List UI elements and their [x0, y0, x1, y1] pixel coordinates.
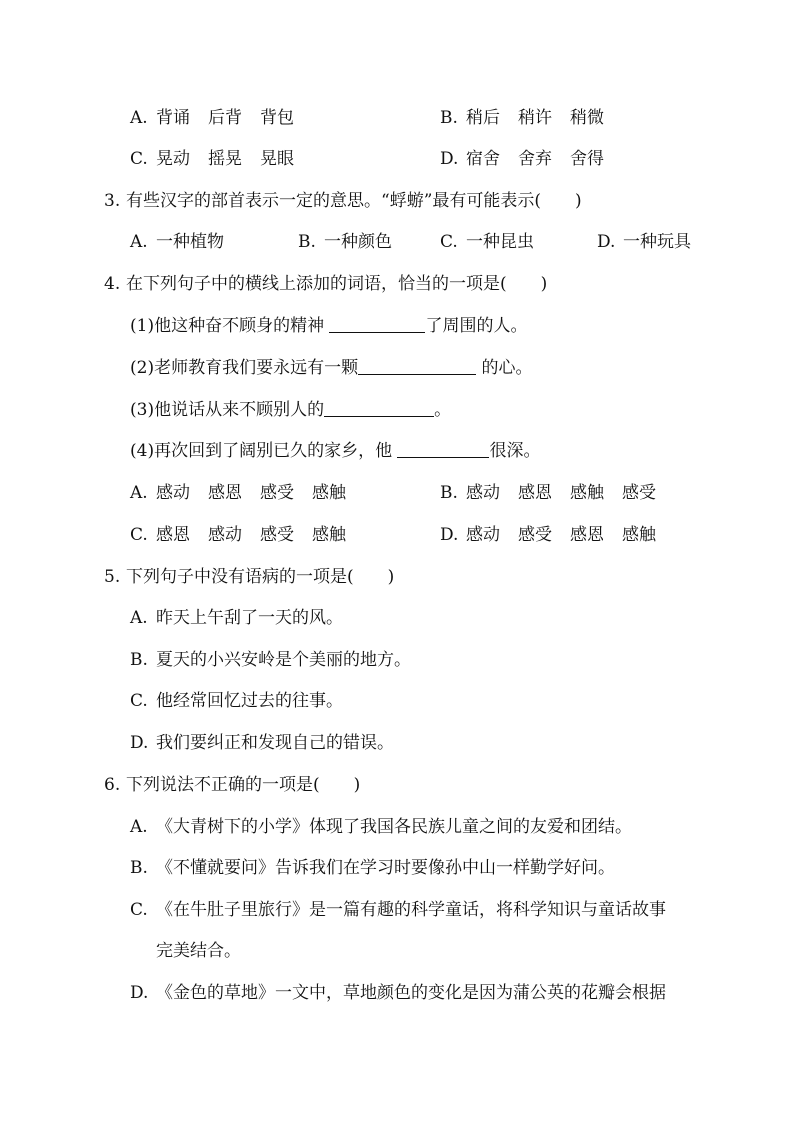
option-text: 一种玩具	[623, 232, 691, 252]
option-text: 一种植物	[156, 232, 224, 252]
option-word: 背诵	[156, 108, 190, 128]
option-word: 感受	[518, 525, 552, 545]
option-word: 感触	[622, 525, 656, 545]
option-letter: D.	[440, 525, 459, 545]
q4-sentence-1	[130, 314, 527, 338]
answer-blank[interactable]	[324, 398, 434, 417]
question-number: 3.	[104, 191, 121, 211]
option-text: 夏天的小兴安岭是个美丽的地方。	[156, 650, 411, 670]
option-text: 一种颜色	[324, 232, 392, 252]
sentence-text: (2)老师教育我们要永远有一颗	[130, 358, 359, 378]
option-text: 《金色的草地》一文中，草地颜色的变化是因为蒲公英的花瓣会根据	[156, 983, 666, 1003]
q2-option-c[interactable]	[130, 147, 312, 171]
option-letter: B.	[130, 650, 148, 670]
q4-option-c[interactable]	[130, 523, 364, 547]
option-word: 晃动	[156, 149, 190, 169]
q3-option-c[interactable]	[440, 230, 534, 254]
option-word: 后背	[208, 108, 242, 128]
sentence-text: 很深。	[489, 441, 541, 461]
q3-option-a[interactable]	[130, 230, 224, 254]
q6-stem	[104, 773, 360, 797]
option-text: 他经常回忆过去的往事。	[156, 691, 343, 711]
option-letter: D.	[130, 733, 149, 753]
q6-option-a[interactable]	[130, 815, 632, 839]
q4-option-a[interactable]	[130, 481, 364, 505]
option-word: 感动	[466, 525, 500, 545]
option-letter: A.	[130, 608, 148, 628]
question-number: 5.	[104, 567, 121, 587]
option-letter: A.	[130, 108, 148, 128]
answer-blank[interactable]	[397, 439, 489, 458]
sentence-text: 了周围的人。	[425, 316, 528, 336]
option-letter: C.	[130, 525, 148, 545]
option-word: 宿舍	[466, 149, 500, 169]
q2-option-d[interactable]	[440, 147, 622, 171]
question-text: 在下列句子中的横线上添加的词语，恰当的一项是( )	[126, 274, 548, 294]
question-text: 下列说法不正确的一项是( )	[126, 775, 361, 795]
q6-option-d[interactable]	[130, 981, 666, 1005]
option-word: 舍得	[570, 149, 604, 169]
option-letter: C.	[130, 691, 148, 711]
answer-blank[interactable]	[358, 356, 476, 375]
option-word: 感恩	[156, 525, 190, 545]
option-letter: B.	[440, 108, 458, 128]
q2-option-b[interactable]	[440, 106, 622, 130]
option-word: 感动	[156, 483, 190, 503]
q5-stem	[104, 565, 394, 589]
q6-option-b[interactable]	[130, 856, 615, 880]
option-word: 感触	[570, 483, 604, 503]
option-letter: D.	[597, 232, 616, 252]
q5-option-a[interactable]	[130, 606, 343, 630]
q4-sentence-3	[130, 398, 451, 422]
option-word: 舍弃	[518, 149, 552, 169]
option-letter: C.	[440, 232, 458, 252]
option-letter: A.	[130, 232, 148, 252]
option-word: 感受	[260, 483, 294, 503]
option-letter: D.	[440, 149, 459, 169]
q4-option-b[interactable]	[440, 481, 674, 505]
option-word: 稍许	[518, 108, 552, 128]
option-text: 一种昆虫	[466, 232, 534, 252]
option-word: 感动	[208, 525, 242, 545]
option-letter: C.	[130, 900, 148, 920]
option-text: 《在牛肚子里旅行》是一篇有趣的科学童话，将科学知识与童话故事	[156, 900, 666, 920]
option-letter: B.	[440, 483, 458, 503]
option-letter: A.	[130, 483, 148, 503]
q6-option-c[interactable]	[130, 898, 666, 922]
q2-option-a[interactable]	[130, 106, 312, 130]
option-word: 感恩	[518, 483, 552, 503]
option-word: 摇晃	[208, 149, 242, 169]
option-text: 我们要纠正和发现自己的错误。	[156, 733, 394, 753]
option-word: 背包	[260, 108, 294, 128]
option-word: 感恩	[208, 483, 242, 503]
sentence-text: 。	[434, 400, 452, 420]
option-text: 完美结合。	[156, 941, 241, 961]
option-text: 《大青树下的小学》体现了我国各民族儿童之间的友爱和团结。	[156, 817, 632, 837]
option-word: 感动	[466, 483, 500, 503]
option-letter: C.	[130, 149, 148, 169]
option-word: 感触	[312, 525, 346, 545]
option-word: 感触	[312, 483, 346, 503]
option-text: 《不懂就要问》告诉我们在学习时要像孙中山一样勤学好问。	[156, 858, 615, 878]
q4-option-d[interactable]	[440, 523, 674, 547]
q4-sentence-4	[130, 439, 540, 463]
question-number: 4.	[104, 274, 121, 294]
option-letter: B.	[298, 232, 316, 252]
option-text: 昨天上午刮了一天的风。	[156, 608, 343, 628]
sentence-text: (4)再次回到了阔别已久的家乡，他	[130, 441, 398, 461]
sentence-text: 的心。	[476, 358, 533, 378]
q5-option-b[interactable]	[130, 648, 411, 672]
question-text: 下列句子中没有语病的一项是( )	[126, 567, 395, 587]
option-word: 晃眼	[260, 149, 294, 169]
question-number: 6.	[104, 775, 121, 795]
question-text: 有些汉字的部首表示一定的意思。“蜉蝣”最有可能表示( )	[126, 191, 582, 211]
q4-stem	[104, 272, 547, 296]
q5-option-c[interactable]	[130, 689, 343, 713]
sentence-text: (1)他这种奋不顾身的精神	[130, 316, 330, 336]
answer-blank[interactable]	[329, 314, 425, 333]
option-word: 感受	[260, 525, 294, 545]
option-letter: A.	[130, 817, 148, 837]
q6-option-c-continued	[156, 939, 241, 963]
q3-option-b[interactable]	[298, 230, 392, 254]
option-word: 稍微	[570, 108, 604, 128]
q3-stem	[104, 189, 582, 213]
option-word: 稍后	[466, 108, 500, 128]
option-letter: B.	[130, 858, 148, 878]
q4-sentence-2	[130, 356, 533, 380]
q3-option-d[interactable]	[597, 230, 691, 254]
option-letter: D.	[130, 983, 149, 1003]
option-word: 感受	[622, 483, 656, 503]
option-word: 感恩	[570, 525, 604, 545]
q5-option-d[interactable]	[130, 731, 394, 755]
sentence-text: (3)他说话从来不顾别人的	[130, 400, 325, 420]
